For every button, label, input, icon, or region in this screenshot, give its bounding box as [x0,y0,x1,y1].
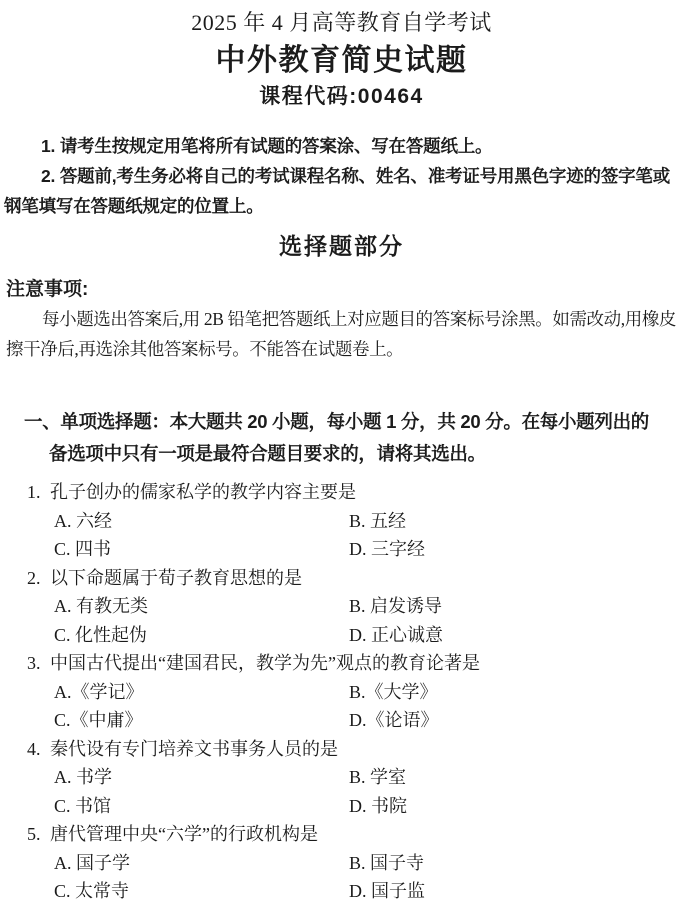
option-d: D. 国子监 [349,881,425,901]
question-options [54,507,679,564]
general-instruction-2: 2. 答题前,考生务必将自己的考试课程名称、姓名、准考证号用黑色字迹的签字笔或钢笔填写在答题纸规定的位置上。 [4,166,671,216]
option-a: A. 国子学 [54,852,130,873]
option-a: A. 有教无类 [54,596,148,616]
question-options [54,849,679,906]
general-instruction-1: 1. 请考生按规定用笔将所有试题的答案涂、写在答题纸上。 [41,136,493,156]
question-number: 2. [27,567,41,588]
option-b: B. 五经 [349,510,407,531]
option-c: C. 太常寺 [54,881,130,901]
question-number: 3. [27,653,41,673]
option-b: B. 学室 [349,767,407,787]
mcq-section-heading: 一、单项选择题：本大题共 20 小题，每小题 1 分，共 20 分。在每小题列出的备选项中只有一项是最符合题目要求的，请将其选出。 [24,411,649,464]
option-c: C. 四书 [54,539,112,559]
question-text: 以下命题属于荀子教育思想的是 [50,567,302,588]
option-c: C. 书馆 [54,795,112,816]
question-text: 中国古代提出“建国君民，教学为先”观点的教育论著是 [50,653,480,673]
option-d: D. 三字经 [349,539,425,559]
question-3 [4,649,679,735]
course-code: 课程代码:00464 [259,85,424,108]
option-b: B. 国子寺 [349,852,425,873]
question-options [54,592,679,649]
notice-heading: 注意事项: [6,279,89,300]
question-text: 唐代管理中央“六学”的行政机构是 [50,824,318,844]
option-c: C.《中庸》 [54,710,143,730]
option-d: D. 正心诚意 [349,624,443,645]
question-stem [4,649,679,678]
option-d: D. 书院 [349,795,407,816]
question-1 [4,478,679,564]
question-options [54,763,679,820]
general-instructions [4,131,679,221]
question-5 [4,820,679,906]
question-4 [4,735,679,821]
option-a: A. 书学 [54,767,112,787]
question-number: 5. [27,824,41,844]
exam-session-title: 2025 年 4 月高等教育自学考试 [191,10,492,35]
question-stem [4,564,679,593]
question-list [4,478,679,906]
exam-paper-title: 中外教育简史试题 [215,44,468,77]
question-number: 4. [27,738,41,759]
question-stem [4,820,679,849]
option-a: A. 六经 [54,510,112,531]
question-stem [4,478,679,507]
option-b: B. 启发诱导 [349,596,443,616]
question-text: 孔子创办的儒家私学的教学内容主要是 [50,482,356,502]
question-stem [4,735,679,764]
question-2 [4,564,679,650]
option-c: C. 化性起伪 [54,624,148,645]
option-b: B.《大学》 [349,681,438,702]
question-number: 1. [27,482,41,502]
question-text: 秦代设有专门培养文书事务人员的是 [50,738,338,759]
question-options [54,678,679,735]
option-a: A.《学记》 [54,681,144,702]
notice-text: 每小题选出答案后,用 2B 铅笔把答题纸上对应题目的答案标号涂黑。如需改动,用橡皮擦干净后,再选涂其他答案标号。不能答在试题卷上。 [6,309,677,359]
section-title-choice-part: 选择题部分 [279,233,404,259]
option-d: D.《论语》 [349,710,439,730]
